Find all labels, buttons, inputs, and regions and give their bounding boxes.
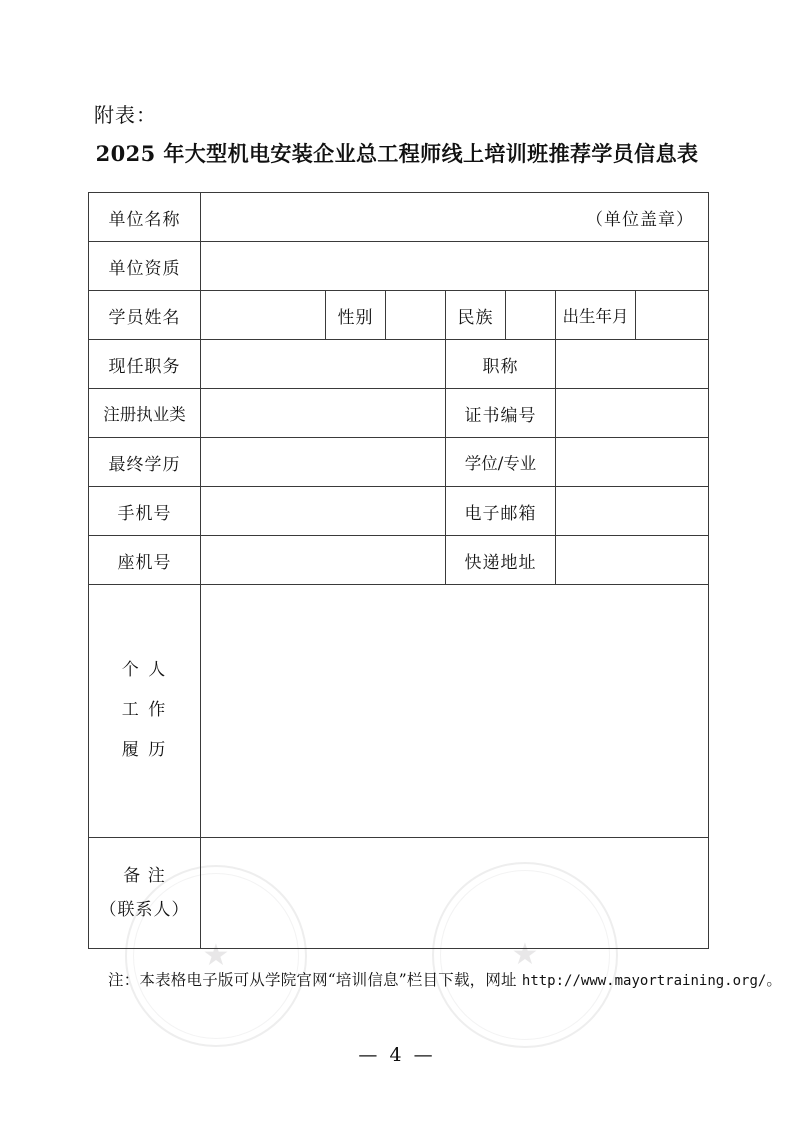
table-row <box>89 340 709 389</box>
footnote-prefix: 注：本表格电子版可从学院官网“培训信息”栏目下载，网址 <box>108 971 522 989</box>
cell-value-current-position[interactable] <box>201 340 446 389</box>
footnote <box>108 968 783 990</box>
page-title: 2025 年大型机电安装企业总工程师线上培训班推荐学员信息表 <box>95 141 699 166</box>
cell-label-landline-number: 座机号 <box>89 536 201 585</box>
cell-value-unit-name[interactable] <box>201 193 709 242</box>
cell-label-current-position: 现任职务 <box>89 340 201 389</box>
cell-value-email[interactable] <box>556 487 709 536</box>
table-row <box>89 242 709 291</box>
cell-label-mobile-number: 手机号 <box>89 487 201 536</box>
footnote-suffix: 。 <box>766 971 783 989</box>
cell-label-degree-major: 学位/专业 <box>446 438 556 487</box>
cell-label-email: 电子邮箱 <box>446 487 556 536</box>
cell-value-landline-number[interactable] <box>201 536 446 585</box>
remark-label-line-2: （联系人） <box>99 900 190 920</box>
table-row <box>89 838 709 949</box>
cell-value-registration-type[interactable] <box>201 389 446 438</box>
cell-label-birth-date: 出生年月 <box>556 291 636 340</box>
cell-value-unit-qualification[interactable] <box>201 242 709 291</box>
cell-label-unit-name: 单位名称 <box>89 193 201 242</box>
cell-label-registration-type: 注册执业类 <box>89 389 201 438</box>
unit-seal-note: （单位盖章） <box>586 209 695 230</box>
table-row <box>89 291 709 340</box>
cell-label-final-education: 最终学历 <box>89 438 201 487</box>
table-row <box>89 487 709 536</box>
cell-label-delivery-address: 快递地址 <box>446 536 556 585</box>
table-row <box>89 585 709 838</box>
cell-value-ethnicity[interactable] <box>506 291 556 340</box>
cell-value-remark[interactable] <box>201 838 709 949</box>
resume-label-line-2: 工 作 <box>121 700 168 721</box>
table-row <box>89 389 709 438</box>
cell-label-ethnicity: 民族 <box>446 291 506 340</box>
cell-label-professional-title: 职称 <box>446 340 556 389</box>
cell-label-work-resume <box>89 585 201 838</box>
resume-label-line-1: 个 人 <box>121 660 168 681</box>
cell-value-mobile-number[interactable] <box>201 487 446 536</box>
resume-label-line-3: 履 历 <box>121 739 168 760</box>
table-row <box>89 438 709 487</box>
cell-label-gender: 性别 <box>326 291 386 340</box>
table-row <box>89 193 709 242</box>
cell-value-degree-major[interactable] <box>556 438 709 487</box>
student-info-table <box>88 192 709 949</box>
attachment-label: 附表： <box>94 103 157 127</box>
cell-value-work-resume[interactable] <box>201 585 709 838</box>
seal-star-icon: ★ <box>511 937 539 972</box>
footnote-url[interactable]: http://www.mayortraining.org/ <box>521 973 767 989</box>
cell-value-birth-date[interactable] <box>636 291 709 340</box>
table-row <box>89 536 709 585</box>
cell-label-certificate-number: 证书编号 <box>446 389 556 438</box>
cell-value-final-education[interactable] <box>201 438 446 487</box>
cell-value-certificate-number[interactable] <box>556 389 709 438</box>
remark-label-line-1: 备 注 <box>123 866 166 886</box>
cell-label-remark <box>89 838 201 949</box>
cell-label-unit-qualification: 单位资质 <box>89 242 201 291</box>
cell-value-professional-title[interactable] <box>556 340 709 389</box>
seal-star-icon: ★ <box>202 938 230 973</box>
cell-value-delivery-address[interactable] <box>556 536 709 585</box>
cell-label-student-name: 学员姓名 <box>89 291 201 340</box>
page-number: — 4 — <box>358 1044 436 1066</box>
cell-value-gender[interactable] <box>386 291 446 340</box>
cell-value-student-name[interactable] <box>201 291 326 340</box>
